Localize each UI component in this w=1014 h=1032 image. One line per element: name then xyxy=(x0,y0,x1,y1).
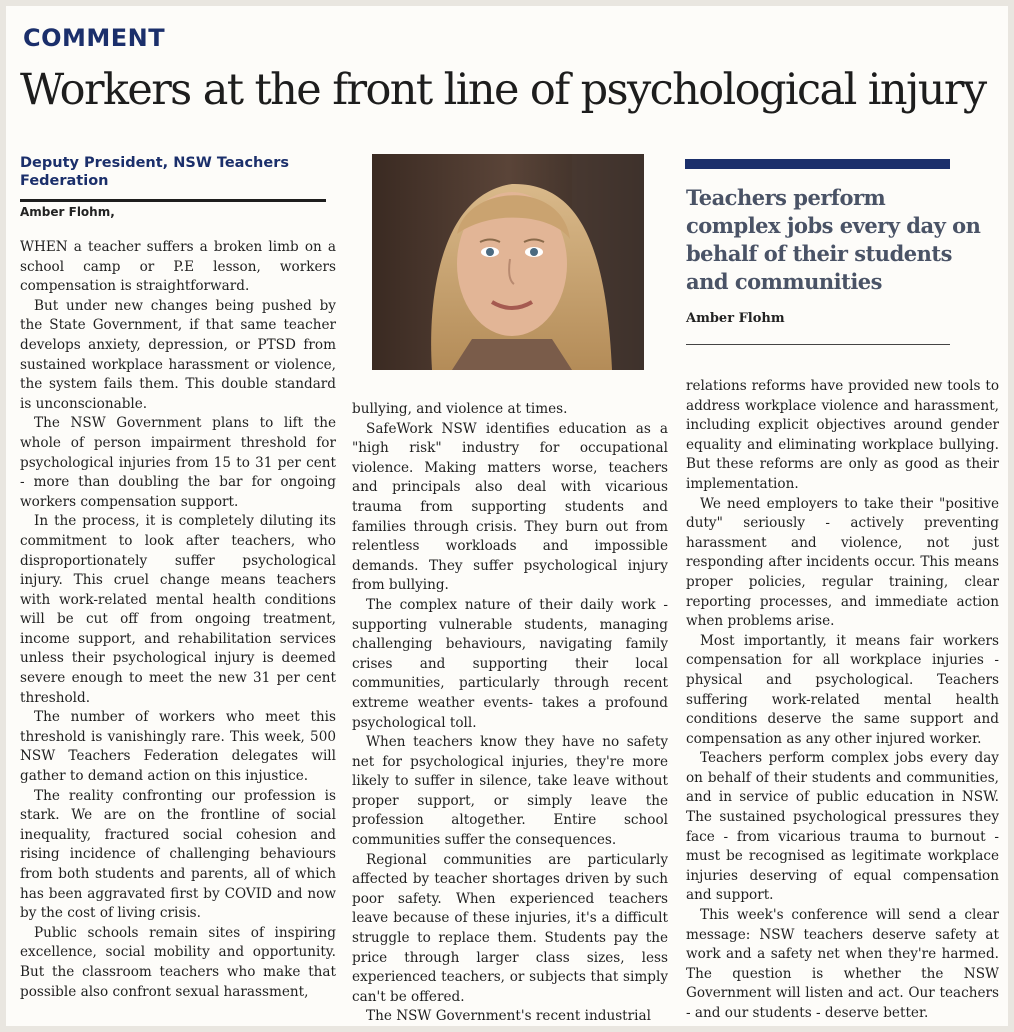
newspaper-page xyxy=(6,6,1008,1026)
portrait-photo-icon xyxy=(372,154,644,370)
byline xyxy=(20,154,326,219)
article-column-3 xyxy=(686,377,999,1024)
paragraph: relations reforms have provided new tools to address workplace violence and harassment, including explicit objectives around gender equality and eliminating workplace bullying. But these reforms are only as good as their implementation. xyxy=(686,378,999,492)
paragraph: The NSW Government's recent industrial xyxy=(366,1008,651,1025)
paragraph: bullying, and violence at times. xyxy=(352,401,568,417)
paragraph: The NSW Government plans to lift the whole of person impairment threshold for psychological injuries from 15 to 31 per cent - more than doubling the bar for ongoing workers compensation support. xyxy=(20,415,336,510)
paragraph: The reality confronting our profession is stark. We are on the frontline of social inequality, fractured social cohesion and rising incidence of challenging behaviours from both students and parents, all of which has been aggravated first by COVID and now by the cost of living crisis. xyxy=(20,787,336,922)
author-photo xyxy=(372,154,644,370)
byline-role: Deputy President, NSW Teachers Federation xyxy=(20,155,289,189)
byline-divider xyxy=(20,199,326,202)
paragraph: Teachers perform complex jobs every day on behalf of their students and communities, and in service of public education in NSW. The sustained psychological pressures they face - from vicarious trauma to burnout - must be recognised as legitimate workplace injuries deserving of equal compensation and support. xyxy=(686,750,999,904)
article-column-2 xyxy=(352,400,668,1026)
paragraph: Regional communities are particularly affected by teacher shortages driven by such poor safety. When experienced teachers leave because of these injuries, it's a difficult struggle to replace them. Students pay the price through larger class sizes, less experienced teachers, or subjects that simply can't be offered. xyxy=(352,851,668,1005)
paragraph: The complex nature of their daily work - supporting vulnerable students, managing challenging behaviours, navigating family crises and supporting their local communities, particularly through recent extreme weather events- takes a profound psychological toll. xyxy=(352,596,668,731)
paragraph: This week's conference will send a clear message: NSW teachers deserve safety at work and a safety net when they're harmed. The question is whether the NSW Government will listen and act. Our teachers - and our students - deserve better. xyxy=(686,907,999,1021)
paragraph: We need employers to take their "positive duty" seriously - actively preventing harassment and violence, not just responding after incidents occur. This means proper policies, regular training, clear reporting processes, and immediate action when problems arise. xyxy=(686,495,999,630)
paragraph: Most importantly, it means fair workers compensation for all workplace injuries - physical and psychological. Teachers suffering work-related mental health conditions deserve the same support and compensation as any other injured worker. xyxy=(686,632,999,747)
paragraph: Public schools remain sites of inspiring excellence, social mobility and opportunity. But the classroom teachers who make that possible also confront sexual harassment, xyxy=(20,924,336,1000)
article-column-1 xyxy=(20,238,336,1002)
pullquote-top-rule xyxy=(685,159,950,169)
pullquote-bottom-rule xyxy=(686,344,950,345)
pullquote-author: Amber Flohm xyxy=(686,311,785,326)
byline-name: Amber Flohm, xyxy=(20,205,115,219)
pullquote-text: Teachers perform complex jobs every day on behalf of their students and communities xyxy=(686,185,981,294)
paragraph: But under new changes being pushed by the State Government, if that same teacher develops anxiety, depression, or PTSD from sustained workplace harassment or violence, the system fails them. This double standard is unconscionable. xyxy=(20,297,336,412)
paragraph: The number of workers who meet this threshold is vanishingly rare. This week, 500 NSW Teachers Federation delegates will gather to demand action on this injustice. xyxy=(20,709,336,785)
section-kicker: COMMENT xyxy=(23,24,166,52)
headline: Workers at the front line of psychological injury xyxy=(20,65,986,115)
paragraph: WHEN a teacher suffers a broken limb on a school camp or P.E lesson, workers compensation is straightforward. xyxy=(20,239,336,295)
paragraph: When teachers know they have no safety net for psychological injuries, they're more likely to suffer in silence, take leave without proper support, or simply leave the profession altogether. Entire school communities suffer the consequences. xyxy=(352,734,668,849)
paragraph: SafeWork NSW identifies education as a "high risk" industry for occupational violence. Making matters worse, teachers and principals also deal with vicarious trauma from supporting students and families through crisis. They burn out from relentless workloads and impossible demands. They suffer psychological injury from bullying. xyxy=(352,420,668,594)
paragraph: In the process, it is completely diluting its commitment to look after teachers, who disproportionately suffer psychological injury. This cruel change means teachers with work-related mental health conditions will be cut off from ongoing treatment, income support, and rehabilitation services unless their psychological injury is deemed severe enough to meet the new 31 per cent threshold. xyxy=(20,513,336,706)
